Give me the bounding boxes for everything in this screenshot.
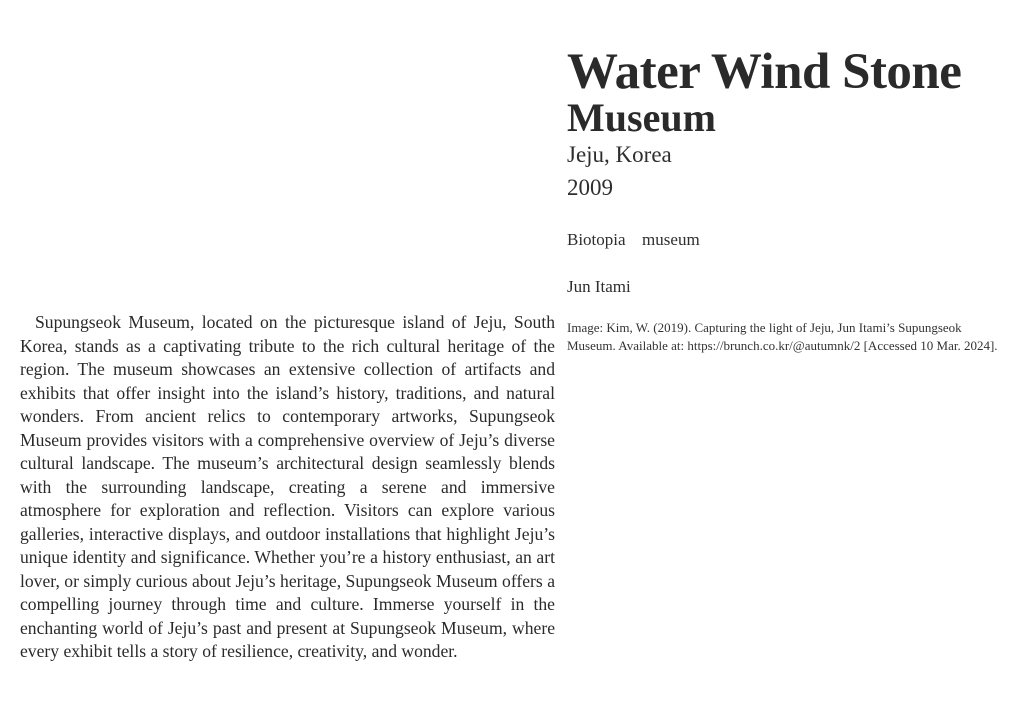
page-title: Water Wind Stone [567, 44, 962, 100]
image-caption: Image: Kim, W. (2019). Capturing the light of Jeju, Jun Itami’s Supungseok Museum. Available at: https://brunch.co.kr/@autumnk/2 [Accessed 10 Mar. 2024]. [567, 320, 998, 353]
museum-location: Jeju, Korea [567, 142, 672, 167]
museum-image-placeholder [20, 20, 556, 300]
page-title-continued: Museum [567, 95, 716, 140]
museum-description: Supungseok Museum, located on the picturesque island of Jeju, South Korea, stands as a captivating tribute to the rich cultural heritage of the region. The museum showcases an extensive collection of artifacts and exhibits that offer insight into the island’s history, traditions, and natural wonders. From ancient relics to contemporary artworks, Supungseok Museum provides visitors with a comprehensive overview of Jeju’s diverse cultural landscape. The museum’s architectural design seamlessly blends with the surrounding landscape, creating a serene and immersive atmosphere for exploration and reflection. Visitors can explore various galleries, interactive displays, and outdoor installations that highlight Jeju’s unique identity and significance. Whether you’re a history enthusiast, an art lover, or simply curious about Jeju’s heritage, Supungseok Museum offers a compelling journey through time and culture. Immerse yourself in the enchanting world of Jeju’s past and present at Supungseok Museum, where every exhibit tells a story of resilience, creativity, and wonder. [20, 312, 555, 661]
museum-architect: Jun Itami [567, 277, 631, 296]
museum-type: Biotopia museum [567, 230, 700, 249]
museum-info-panel [567, 46, 1012, 354]
museum-year: 2009 [567, 175, 613, 200]
